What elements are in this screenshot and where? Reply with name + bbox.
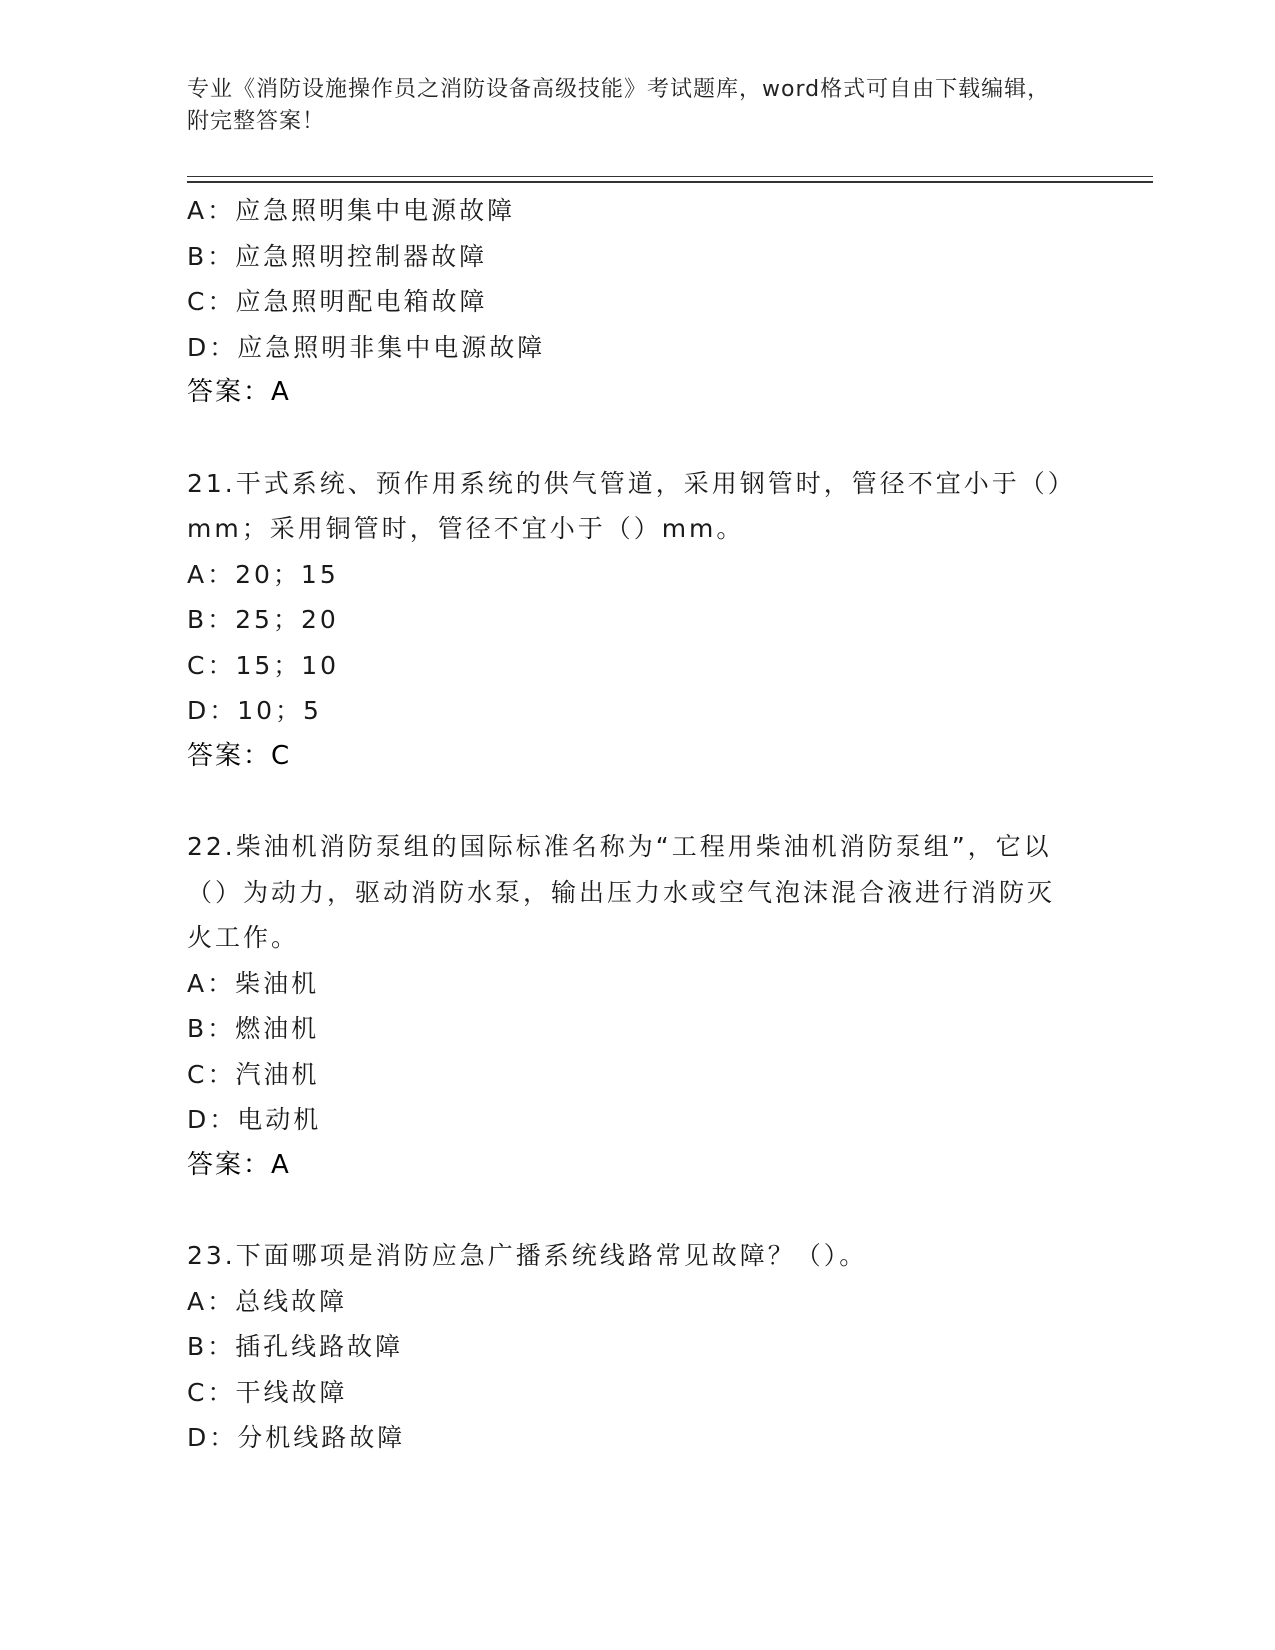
header-divider-thin xyxy=(187,176,1153,177)
option-c: C：15；10 xyxy=(187,650,340,680)
option-b: B：插孔线路故障 xyxy=(187,1332,404,1361)
answer-line: 答案：A xyxy=(187,1149,291,1180)
question-20-continuation xyxy=(187,188,1067,416)
option-c: C：干线故障 xyxy=(187,1377,348,1407)
question-list xyxy=(187,188,1067,1461)
question-stem: 21.干式系统、预作用系统的供气管道，采用钢管时，管径不宜小于（）mm；采用铜管时，管径不宜小于（）mm。 xyxy=(187,468,1064,543)
answer-line: 答案：C xyxy=(187,740,292,771)
option-a: A：总线故障 xyxy=(187,1286,348,1316)
option-a: A：应急照明集中电源故障 xyxy=(187,196,516,225)
document-header: 专业《消防设施操作员之消防设备高级技能》考试题库，word格式可自由下载编辑，附完整答案！ xyxy=(187,77,1051,134)
option-b: B：应急照明控制器故障 xyxy=(187,241,488,271)
option-d: D：分机线路故障 xyxy=(187,1423,406,1452)
question-stem: 22.柴油机消防泵组的国际标准名称为“工程用柴油机消防泵组”，它以（）为动力，驱动消防水泵，输出压力水或空气泡沫混合液进行消防灭火工作。 xyxy=(187,832,1056,952)
question-22 xyxy=(187,824,1067,1188)
question-21 xyxy=(187,461,1067,780)
question-stem: 23.下面哪项是消防应急广播系统线路常见故障？（）。 xyxy=(187,1241,868,1270)
option-b: B：25；20 xyxy=(187,605,339,634)
spacer xyxy=(187,1188,1067,1233)
answer-line: 答案：A xyxy=(187,377,291,407)
spacer xyxy=(187,779,1067,824)
option-a: A：20；15 xyxy=(187,559,339,589)
option-a: A：柴油机 xyxy=(187,968,320,998)
header-divider-thick xyxy=(187,181,1153,183)
option-c: C：应急照明配电箱故障 xyxy=(187,287,488,316)
question-23 xyxy=(187,1233,1067,1461)
option-d: D：电动机 xyxy=(187,1105,322,1134)
option-d: D：应急照明非集中电源故障 xyxy=(187,332,546,362)
spacer xyxy=(187,416,1067,461)
option-b: B：燃油机 xyxy=(187,1014,320,1043)
option-c: C：汽油机 xyxy=(187,1059,320,1089)
option-d: D：10；5 xyxy=(187,696,322,725)
